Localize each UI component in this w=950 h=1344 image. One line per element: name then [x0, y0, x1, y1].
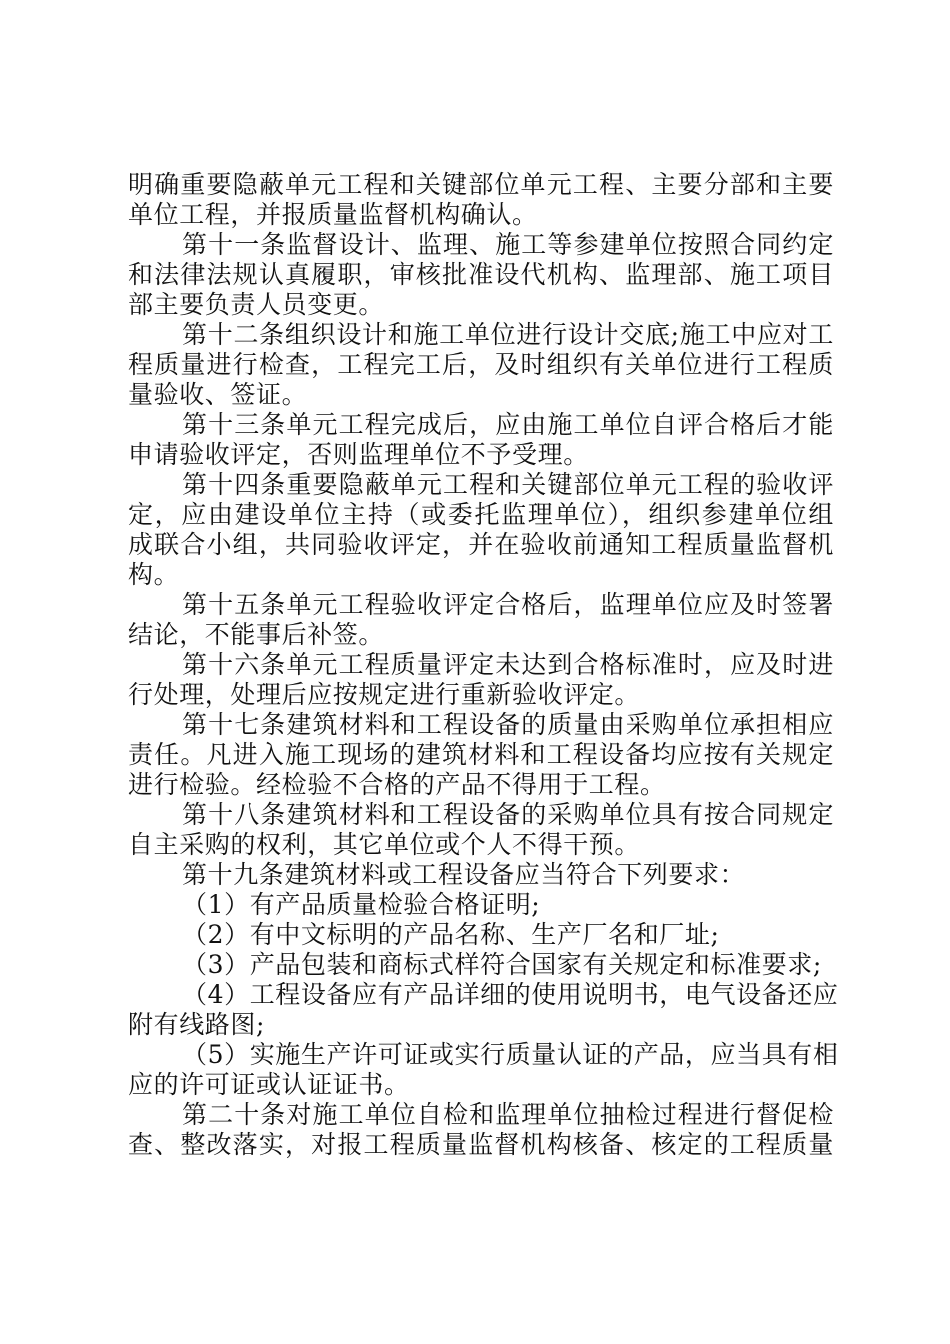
text-line: 结论，不能事后补签。: [128, 620, 385, 649]
text-line: 行处理，处理后应按规定进行重新验收评定。: [128, 680, 641, 709]
article-18-line: 第十八条建筑材料和工程设备的采购单位具有按合同规定: [182, 800, 834, 829]
document-body: [128, 170, 839, 1160]
text-line: 申请验收评定，否则监理单位不予受理。: [128, 440, 589, 469]
article-19-line: 第十九条建筑材料或工程设备应当符合下列要求：: [182, 860, 746, 889]
article-20-line: 第二十条对施工单位自检和监理单位抽检过程进行督促检: [182, 1100, 834, 1129]
text-line: 和法律法规认真履职，审核批准设代机构、监理部、施工项目: [128, 260, 834, 289]
article-11-line: 第十一条监督设计、监理、施工等参建单位按照合同约定: [182, 230, 834, 259]
list-item-1: （1）有产品质量检验合格证明;: [182, 890, 541, 919]
text-line: 明确重要隐蔽单元工程和关键部位单元工程、主要分部和主要: [128, 170, 834, 199]
list-item-5: （5）实施生产许可证或实行质量认证的产品，应当具有相: [182, 1040, 839, 1069]
text-line: 成联合小组，共同验收评定，并在验收前通知工程质量监督机: [128, 530, 834, 559]
text-line: 构。: [128, 560, 180, 589]
text-line: 进行检验。经检验不合格的产品不得用于工程。: [128, 770, 666, 799]
text-line: 单位工程，并报质量监督机构确认。: [128, 200, 538, 229]
article-13-line: 第十三条单元工程完成后，应由施工单位自评合格后才能: [182, 410, 834, 439]
text-line: 责任。凡进入施工现场的建筑材料和工程设备均应按有关规定: [128, 740, 834, 769]
list-item-4: （4）工程设备应有产品详细的使用说明书，电气设备还应: [182, 980, 839, 1009]
text-line: 应的许可证或认证证书。: [128, 1070, 410, 1099]
text-line: 量验收、签证。: [128, 380, 308, 409]
text-line: 定，应由建设单位主持（或委托监理单位），组织参建单位组: [128, 500, 834, 529]
text-line: 查、整改落实，对报工程质量监督机构核备、核定的工程质量: [128, 1130, 834, 1159]
list-item-3: （3）产品包装和商标式样符合国家有关规定和标准要求;: [182, 950, 822, 979]
text-line: 程质量进行检查，工程完工后，及时组织有关单位进行工程质: [128, 350, 834, 379]
article-12-line: 第十二条组织设计和施工单位进行设计交底;施工中应对工: [182, 320, 834, 349]
article-16-line: 第十六条单元工程质量评定未达到合格标准时，应及时进: [182, 650, 834, 679]
article-14-line: 第十四条重要隐蔽单元工程和关键部位单元工程的验收评: [182, 470, 834, 499]
article-15-line: 第十五条单元工程验收评定合格后，监理单位应及时签署: [182, 590, 834, 619]
list-item-2: （2）有中文标明的产品名称、生产厂名和厂址;: [182, 920, 720, 949]
text-line: 附有线路图;: [128, 1010, 266, 1039]
text-line: 自主采购的权利，其它单位或个人不得干预。: [128, 830, 641, 859]
text-line: 部主要负责人员变更。: [128, 290, 385, 319]
article-17-line: 第十七条建筑材料和工程设备的质量由采购单位承担相应: [182, 710, 834, 739]
